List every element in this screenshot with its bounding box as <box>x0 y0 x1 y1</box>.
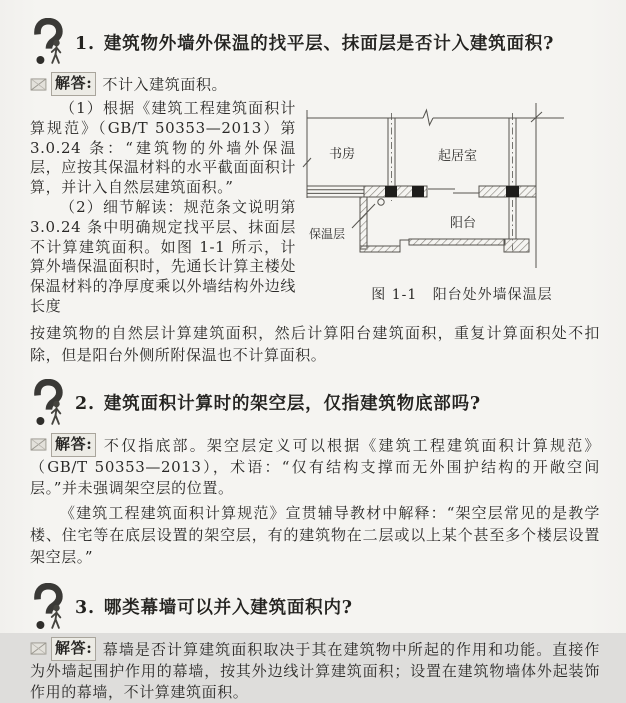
question-number: 1. <box>75 33 95 54</box>
qa-section-3 <box>30 583 600 703</box>
question-3-title <box>75 594 353 619</box>
answer-1-paragraph-1: （1）根据《建筑工程建筑面积计算规范》（GB/T 50353—2013）第 3.0.24 条：“建筑物的外墙外保温层，应按其保温材料的水平截面面积计算，并计入自然层建筑面积。” <box>30 99 296 197</box>
figure-caption-number: 图 1-1 <box>371 287 418 303</box>
question-1-title <box>75 30 554 55</box>
answer-1-text-column <box>30 99 296 317</box>
question-2-heading <box>30 379 600 427</box>
note-icon <box>30 78 47 91</box>
figure-1-1 <box>302 99 622 317</box>
question-mark-figure-icon <box>30 18 66 66</box>
answer-1-intro-text: 不计入建筑面积。 <box>102 75 228 94</box>
answer-tag <box>30 72 96 96</box>
answer-1-paragraph-2: （2）细节解读：规范条文说明第 3.0.24 条中明确规定找平层、抹面层不计算建筑面积。如图 1-1 所示，计算外墙保温面积时，先通长计算主楼处保温材料的净厚度乘以外墙结构外边线长度 <box>30 197 296 315</box>
answer-1-intro-line <box>30 72 600 96</box>
answer-1-continuation: 按建筑物的自然层计算建筑面积，然后计算阳台建筑面积，重复计算面积处不扣除，但是阳台外侧所附保温也不计算面积。 <box>30 323 600 364</box>
question-text: 建筑面积计算时的架空层，仅指建筑物底部吗? <box>103 394 481 415</box>
floor-plan-drawing <box>302 101 622 271</box>
room-label-balcony: 阳台 <box>450 216 477 231</box>
figure-caption <box>302 284 622 304</box>
question-3-heading <box>30 583 600 631</box>
answer-3-intro-line <box>30 637 600 703</box>
answer-2-intro-text: 不仅指底部。架空层定义可以根据《建筑工程建筑面积计算规范》（GB/T 50353—2013），术语：“仅有结构支撑而无外围护结构的开敞空间层。”并未强调架空层的位置。 <box>30 436 600 497</box>
figure-caption-title: 阳台处外墙保温层 <box>432 287 553 303</box>
question-mark-figure-icon <box>30 583 66 631</box>
answer-label: 解答: <box>51 433 96 457</box>
question-mark-figure-icon <box>30 379 66 427</box>
label-insulation-layer: 保温层 <box>309 227 346 241</box>
answer-tag <box>30 637 96 661</box>
answer-label: 解答: <box>51 72 96 96</box>
qa-section-1 <box>30 18 600 366</box>
note-icon <box>30 642 47 655</box>
question-text: 建筑物外墙外保温的找平层、抹面层是否计入建筑面积? <box>103 33 555 54</box>
question-2-title <box>75 390 481 415</box>
answer-2-intro-line <box>30 433 600 499</box>
question-number: 3. <box>75 598 95 619</box>
question-number: 2. <box>75 394 95 415</box>
answer-3-intro-text: 幕墙是否计算建筑面积取决于其在建筑物中所起的作用和功能。直接作为外墙起围护作用的幕墙，按其外边线计算建筑面积；设置在建筑物墙体外起装饰作用的幕墙，不计算建筑面积。 <box>30 640 600 701</box>
answer-1-body <box>30 99 600 317</box>
question-text: 哪类幕墙可以并入建筑面积内? <box>103 598 353 619</box>
qa-section-2 <box>30 379 600 568</box>
room-label-study: 书房 <box>329 147 356 162</box>
room-label-living-room: 起居室 <box>438 149 478 164</box>
note-icon <box>30 438 47 451</box>
answer-tag <box>30 433 96 457</box>
plan-lines <box>303 103 564 268</box>
answer-2-paragraph-1: 《建筑工程建筑面积计算规范》宣贯辅导教材中解释：“架空层常见的是教学楼、住宅等在底层设置的架空层，有的建筑物在二层或以上某个甚至多个楼层设置架空层。” <box>30 503 600 566</box>
answer-label: 解答: <box>51 637 96 661</box>
question-1-heading <box>30 18 600 66</box>
